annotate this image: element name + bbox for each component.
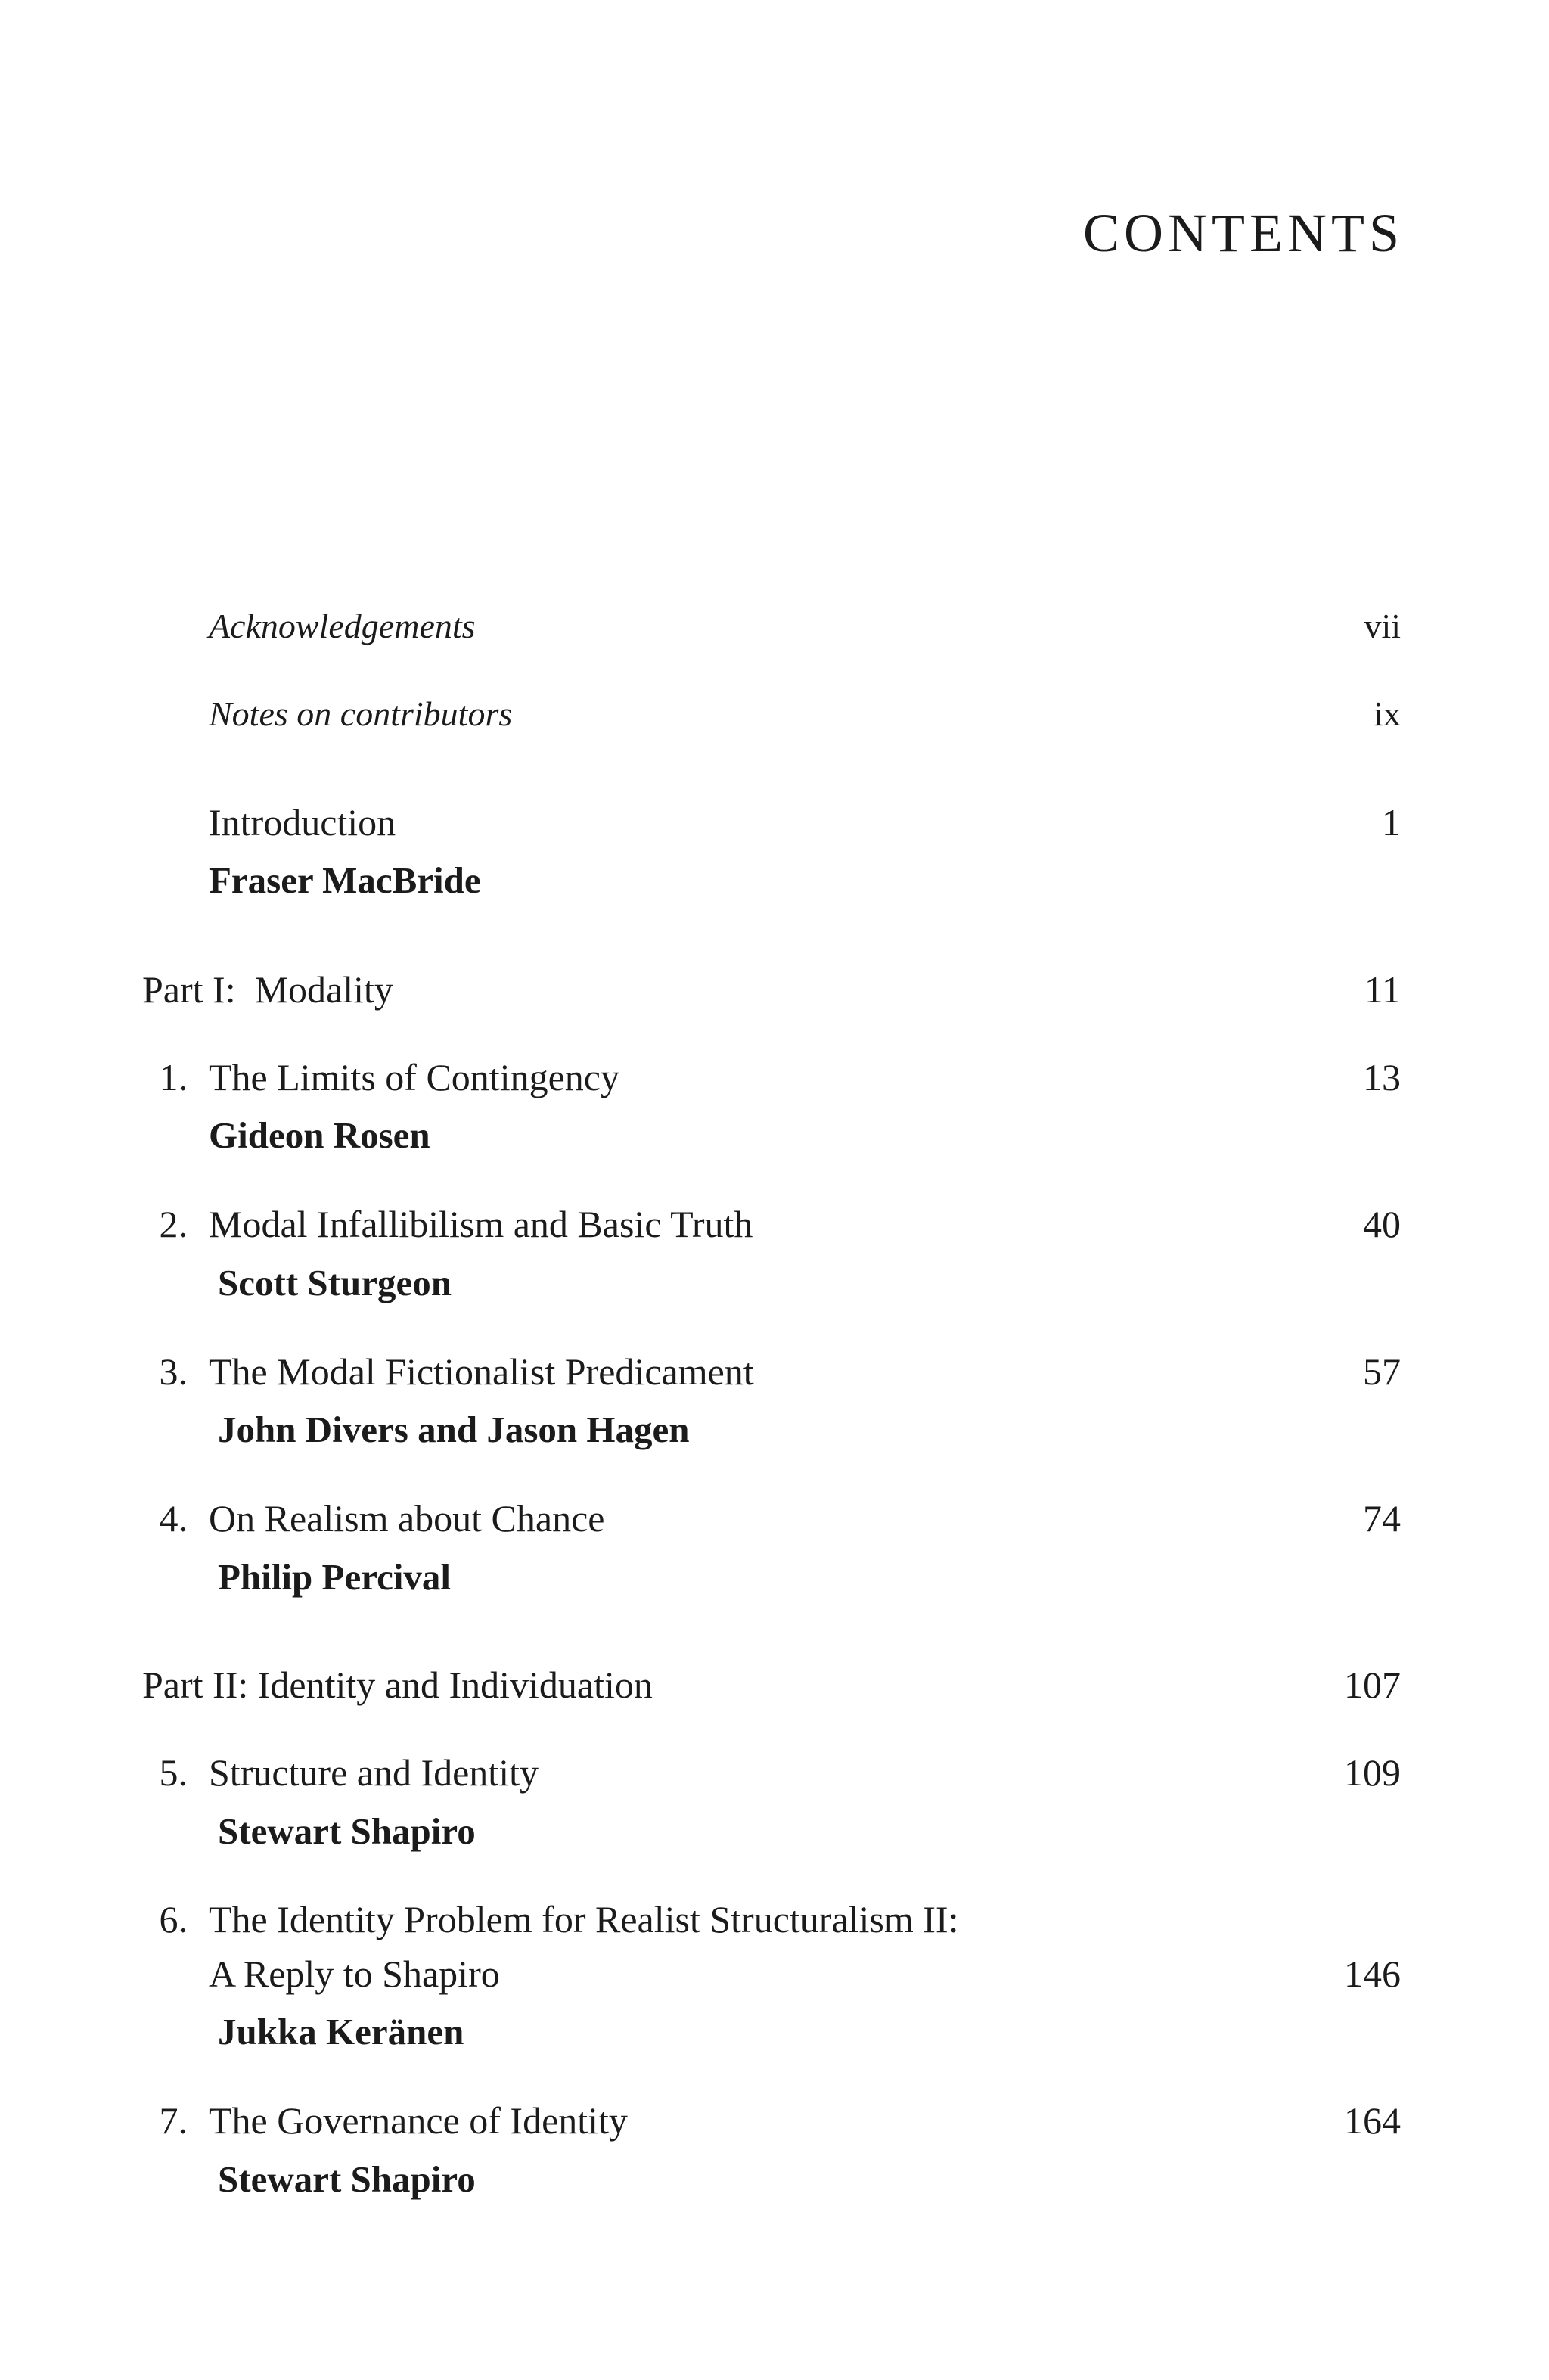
toc-page-number: 164 [1344,2099,1401,2142]
toc-chapter-number: 5. [159,1751,188,1794]
toc-chapter-title: Structure and Identity [209,1751,539,1794]
toc-author: Fraser MacBride [209,859,481,901]
toc-page-number: 1 [1382,801,1401,844]
toc-author: Gideon Rosen [209,1114,430,1156]
toc-entry-acknowledgements[interactable] [0,602,1549,651]
toc-page-number: 11 [1364,968,1401,1011]
toc-chapter-number: 3. [159,1350,188,1393]
toc-chapter-title: The Limits of Contingency [209,1056,619,1098]
toc-entry-title: Notes on contributors [209,694,513,733]
toc-entry-introduction[interactable] [0,798,1549,847]
toc-chapter[interactable] [0,1748,1549,1797]
toc-page-number: 13 [1363,1056,1401,1098]
toc-chapter-title: The Identity Problem for Realist Structuralism II: [209,1898,959,1940]
toc-entry-title: Introduction [209,801,396,844]
toc-entry-notes-on-contributors[interactable] [0,690,1549,738]
toc-chapter-number: 6. [159,1898,188,1940]
toc-page-number: 107 [1344,1664,1401,1706]
toc-chapter-title: The Governance of Identity [209,2099,628,2142]
toc-author: Stewart Shapiro [218,2158,476,2200]
toc-chapter[interactable] [0,1494,1549,1543]
toc-chapter-continued[interactable] [0,1950,1549,1998]
toc-chapter-number: 4. [159,1497,188,1540]
toc-page-number: 146 [1344,1953,1401,1995]
toc-chapter-number: 7. [159,2099,188,2142]
toc-chapter-title: The Modal Fictionalist Predicament [209,1350,754,1393]
toc-chapter-title: On Realism about Chance [209,1497,605,1540]
toc-page-number: ix [1374,694,1401,733]
toc-part-heading[interactable] [0,965,1549,1014]
toc-chapter[interactable] [0,2096,1549,2145]
toc-page-number: vii [1364,607,1401,645]
page-title: CONTENTS [1083,203,1404,263]
toc-author: Scott Sturgeon [218,1262,452,1303]
toc-page-number: 109 [1344,1751,1401,1794]
toc-page-number: 74 [1363,1497,1401,1540]
toc-chapter[interactable] [0,1200,1549,1248]
toc-page-number: 40 [1363,1203,1401,1245]
toc-part-title: Part II: Identity and Individuation [142,1664,653,1706]
toc-entry-title: Acknowledgements [209,607,476,645]
toc-part-heading[interactable] [0,1661,1549,1709]
toc-chapter[interactable] [0,1895,1549,1943]
toc-chapter-number: 2. [159,1203,188,1245]
toc-chapter-number: 1. [159,1056,188,1098]
toc-part-title: Part I: Modality [142,968,393,1011]
toc-chapter[interactable] [0,1347,1549,1396]
toc-author: John Divers and Jason Hagen [218,1409,690,1450]
toc-chapter[interactable] [0,1053,1549,1101]
toc-author: Jukka Keränen [218,2011,464,2052]
toc-author: Stewart Shapiro [218,1810,476,1852]
toc-chapter-subtitle: A Reply to Shapiro [209,1953,500,1995]
toc-author: Philip Percival [218,1556,452,1598]
toc-chapter-title: Modal Infallibilism and Basic Truth [209,1203,753,1245]
toc-page-number: 57 [1363,1350,1401,1393]
